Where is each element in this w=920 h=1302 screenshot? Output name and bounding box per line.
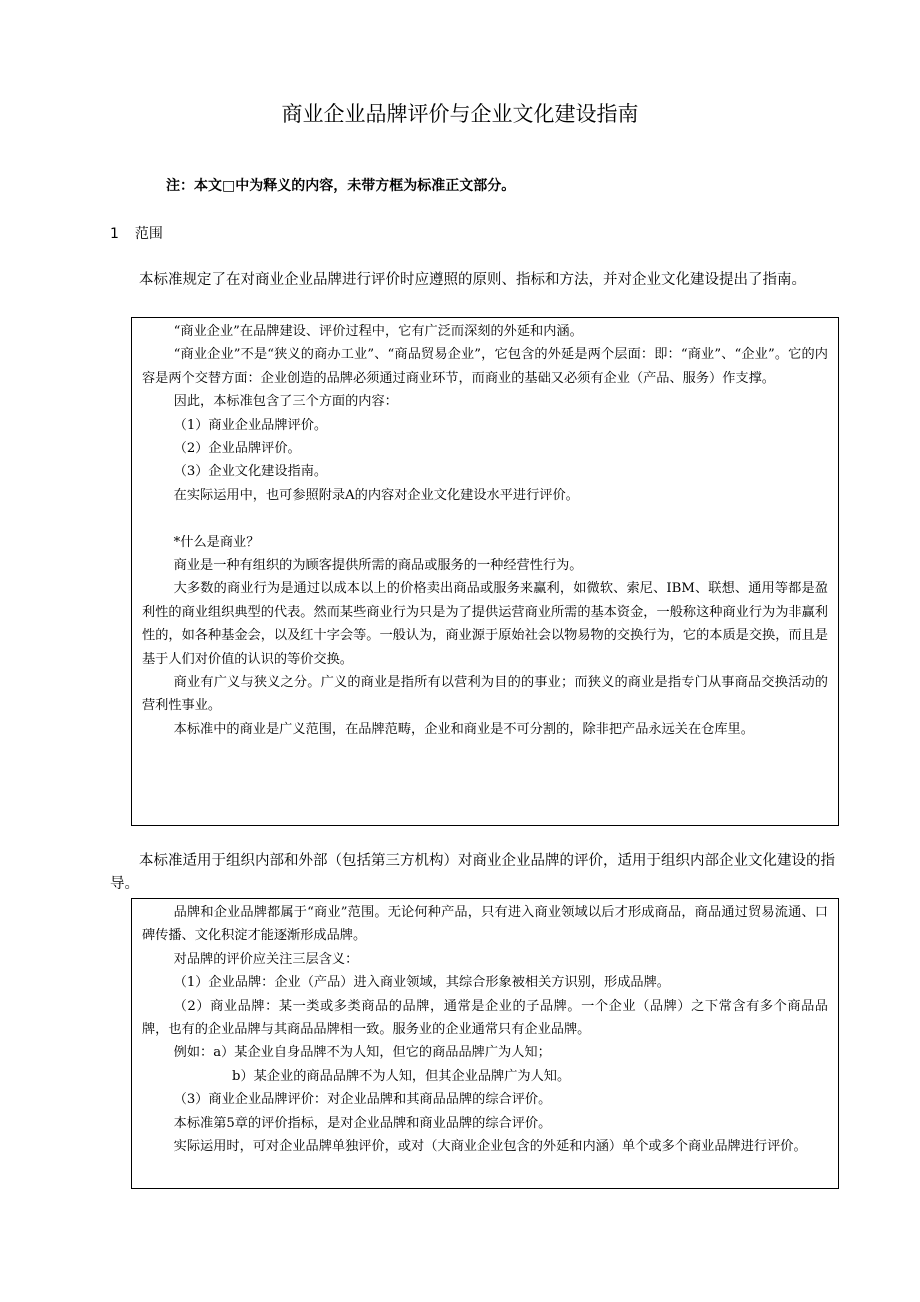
box2-line: （1）企业品牌：企业（产品）进入商业领域，其综合形象被相关方识别，形成品牌。 [173,975,670,991]
box1-line: 商业是一种有组织的为顾客提供所需的商品或服务的一种经营性行为。 [173,558,583,574]
box1-line: （3）企业文化建设指南。 [173,464,328,480]
box1-line: 因此，本标准包含了三个方面的内容： [173,394,398,410]
box1-line: （1）商业企业品牌评价。 [173,417,328,433]
box2-line: 品牌和企业品牌都属于“商业”范围。无论何种产品，只有进入商业领域以后才形成商品，商品通过贸易流通、口碑传播、文化积淀才能逐渐形成品牌。 [142,905,828,944]
box2-line: b）某企业的商品品牌不为人知，但其企业品牌广为人知。 [232,1068,571,1084]
editorial-note: 注：本文□中为释义的内容，未带方框为标准正文部分。 [166,178,516,194]
box1-line: 商业有广义与狭义之分。广义的商业是指所有以营利为目的的事业；而狭义的商业是指专门从事商品交换活动的营利性事业。 [142,675,828,714]
document-title: 商业企业品牌评价与企业文化建设指南 [281,102,639,126]
box1-line: （2）企业品牌评价。 [173,441,301,457]
applicability-paragraph: 本标准适用于组织内部和外部（包括第三方机构）对商业企业品牌的评价，适用于组织内部企业文化建设的指导。 [110,853,835,892]
box2-line: 本标准第5章的评价指标，是对企业品牌和商业品牌的综合评价。 [173,1115,552,1131]
box1-line: “商业企业”在品牌建设、评价过程中，它有广泛而深刻的外延和内涵。 [173,324,583,339]
box1-line: 大多数的商业行为是通过以成本以上的价格卖出商品或服务来赢利，如微软、索尼、IBM、联想、通用等都是盈利性的商业组织典型的代表。然而某些商业行为只是为了提供运营商业所需的基本资金，一般称这种商业行为为非赢利性的，如各种基金会，以及红十字会等。一般认为，商业源于原始社会以物易物的交换行为，它的本质是交换，而且是基于人们对价值的认识的等价交换。 [142,581,828,667]
box2-line: （3）商业企业品牌评价：对企业品牌和其商品品牌的综合评价。 [173,1092,552,1108]
interpretation-box-2 [131,898,839,1189]
scope-paragraph: 本标准规定了在对商业企业品牌进行评价时应遵照的原则、指标和方法，并对企业文化建设提出了指南。 [139,272,806,288]
box1-line: “商业企业”不是“狭义的商办工业”、“商品贸易企业”，它包含的外延是两个层面：即：“商业”、“企业”。它的内容是两个交替方面：企业创造的品牌必须通过商业环节，而商业的基础又必须有企业（产品、服务）作支撑。 [142,347,828,386]
interpretation-box-1 [131,317,839,826]
box2-line: 实际运用时，可对企业品牌单独评价，或对（大商业企业包含的外延和内涵）单个或多个商业品牌进行评价。 [173,1139,807,1155]
box1-blank-line [142,507,828,530]
box1-line: 本标准中的商业是广义范围，在品牌范畴，企业和商业是不可分割的，除非把产品永远关在仓库里。 [173,721,754,737]
section-heading [110,222,163,246]
box2-line: 对品牌的评价应关注三层含义： [173,951,359,967]
box1-line: *什么是商业？ [173,534,260,550]
box2-line: 例如：a）某企业自身品牌不为人知，但它的商品品牌广为人知； [173,1045,551,1061]
box1-line: 在实际运用中，也可参照附录A的内容对企业文化建设水平进行评价。 [173,487,579,503]
section-number: 1 [110,226,119,242]
box2-line: （2）商业品牌：某一类或多类商品的品牌，通常是企业的子品牌。一个企业（品牌）之下常含有多个商品品牌，也有的企业品牌与其商品品牌相一致。服务业的企业通常只有企业品牌。 [142,998,828,1038]
section-title: 范围 [134,226,163,242]
